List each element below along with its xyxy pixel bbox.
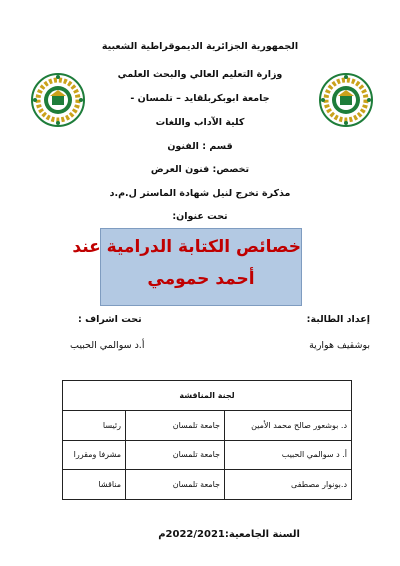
thesis-title-box xyxy=(72,228,302,306)
member-role: مشرفا ومقررا xyxy=(63,440,126,470)
department-line: قسم : الفنون xyxy=(167,141,233,152)
memo-line: مذكرة تخرج لنيل شهادة الماستر ل.م.د xyxy=(109,188,291,199)
thesis-title-line2: أحمد حمومي xyxy=(147,269,255,289)
committee-table xyxy=(62,380,352,500)
member-university: جامعة تلمسان xyxy=(126,470,225,500)
table-row xyxy=(63,440,352,470)
prepared-by-label: إعداد الطالبة: xyxy=(306,314,370,325)
member-university: جامعة تلمسان xyxy=(126,440,225,470)
university-line: جامعة ابوبكربلقايد – تلمسان - xyxy=(130,93,270,104)
member-role: رئيسا xyxy=(63,410,126,440)
specialty-line: تخصص: فنون العرض xyxy=(150,164,250,175)
republic-line: الجمهورية الجزائرية الديموقراطية الشعبية xyxy=(101,41,299,52)
member-university: جامعة تلمسان xyxy=(126,410,225,440)
ministry-line: وزارة التعليم العالي والبحث العلمي xyxy=(117,69,283,80)
member-name: د.بونوار مصطفى xyxy=(225,470,352,500)
table-row xyxy=(63,410,352,440)
committee-caption-row xyxy=(63,381,352,411)
supervision-label: تحت اشراف : xyxy=(78,314,142,325)
member-name: أ. د سوالمي الحبيب xyxy=(225,440,352,470)
thesis-title-line1: خصائص الكتابة الدرامية عند xyxy=(72,237,301,257)
member-name: د. بوشعور صالح محمد الأمين xyxy=(225,410,352,440)
university-seal-icon xyxy=(30,72,86,128)
committee-caption: لجنة المناقشة xyxy=(63,381,352,411)
faculty-line: كلية الآداب واللغات xyxy=(155,117,245,128)
under-title-line: تحت عنوان: xyxy=(172,211,228,222)
member-role: مناقشا xyxy=(63,470,126,500)
table-row xyxy=(63,470,352,500)
university-seal-icon xyxy=(318,72,374,128)
student-name: بوشقيف هوارية xyxy=(309,340,370,351)
academic-year: السنة الجامعية:2022/2021م xyxy=(158,529,300,540)
supervisor-name: أ.د سوالمي الحبيب xyxy=(70,340,145,351)
